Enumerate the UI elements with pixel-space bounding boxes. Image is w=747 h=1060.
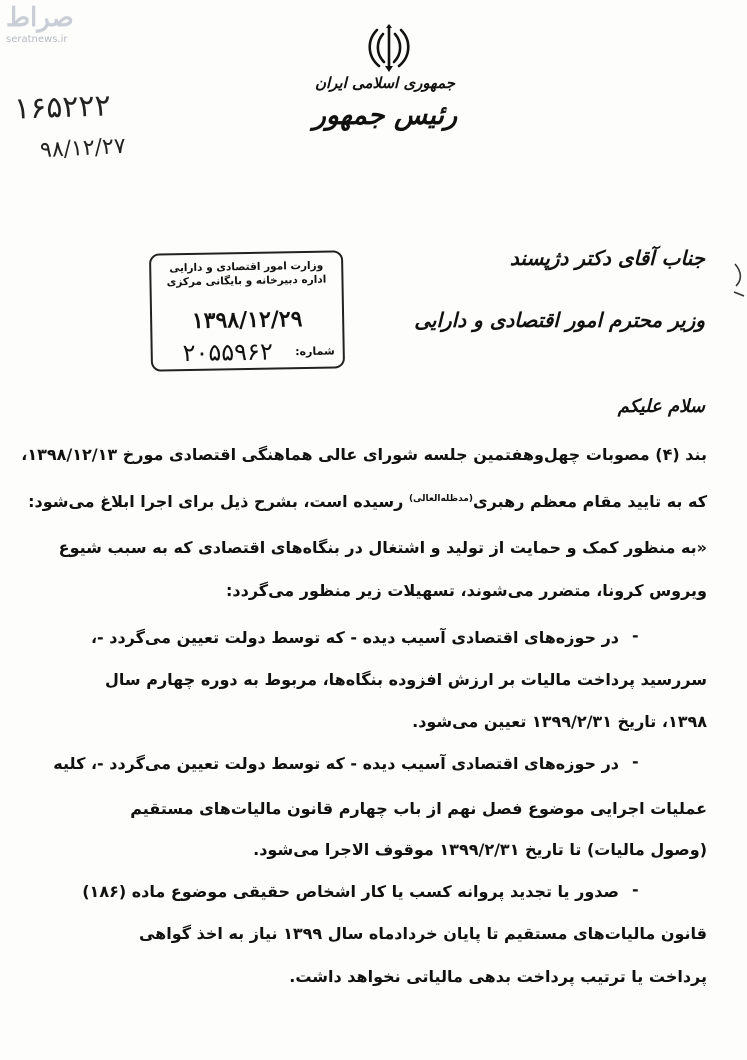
margin-mark-icon [732, 262, 746, 302]
handwritten-number: ۱۶۵۲۲۲ [13, 88, 112, 127]
header-republic: جمهوری اسلامی ایران [314, 74, 456, 92]
body-line-2 [28, 487, 707, 514]
bullet-3-line-3: پرداخت یا ترتیب پرداخت بدهی مالیاتی نخواهد داشت. [289, 967, 707, 986]
stamp-organization [157, 258, 335, 289]
bullet-2-line-1: در حوزه‌های اقتصادی آسیب دیده - که توسط دولت تعیین می‌گردد -، کلیه [53, 754, 619, 773]
stamp-date: ۱۳۹۸/۱۲/۲۹ [191, 306, 303, 334]
stamp-number: ۲۰۵۵۹۶۲ [182, 337, 274, 368]
body-line-4: ویروس کرونا، متضرر می‌شوند، تسهیلات زیر منظور می‌گردد: [226, 581, 707, 600]
header-president: رئیس جمهور [312, 100, 458, 131]
greeting: سلام علیکم [617, 396, 705, 417]
bullet-1-line-1: در حوزه‌های اقتصادی آسیب دیده - که توسط دولت تعیین می‌گردد -، [90, 628, 619, 647]
bullet-3-marker: - [632, 880, 639, 899]
stamp-org-line1: وزارت امور اقتصادی و دارایی [169, 259, 324, 275]
body-line-2b: رسیده است، بشرح ذیل برای اجرا ابلاغ می‌شود: [28, 492, 409, 511]
body-line-1: بند (۴) مصوبات چهل‌وهفتمین جلسه شورای عالی هماهنگی اقتصادی مورخ ۱۳۹۸/۱۲/۱۳، [21, 445, 707, 464]
bullet-2-line-2: عملیات اجرایی موضوع فصل نهم از باب چهارم قانون مالیات‌های مستقیم [130, 799, 707, 818]
honorific: (مدظله‌العالی) [408, 494, 473, 504]
bullet-2-marker: - [632, 752, 639, 771]
handwritten-date: ۹۸/۱۲/۲۷ [39, 133, 127, 164]
body-line-2a: که به تایید مقام معظم رهبری [472, 492, 707, 511]
site-watermark [6, 4, 116, 52]
iran-emblem-icon [363, 22, 415, 74]
bullet-3-line-2: قانون مالیات‌های مستقیم تا پایان خردادماه سال ۱۳۹۹ نیاز به اخذ گواهی [138, 924, 707, 943]
watermark-logo: صراط [6, 3, 74, 33]
bullet-2-line-3: (وصول مالیات) تا تاریخ ۱۳۹۹/۲/۳۱ موقوف الاجرا می‌شود. [253, 840, 707, 859]
recipient-title: جناب آقای دکتر دژپسند [509, 246, 705, 270]
bullet-1-marker: - [632, 626, 639, 645]
stamp-number-label: شماره: [295, 344, 335, 359]
bullet-1-line-3: ۱۳۹۸، تاریخ ۱۳۹۹/۲/۳۱ تعیین می‌شود. [412, 712, 707, 731]
recipient-role: وزیر محترم امور اقتصادی و دارایی [414, 308, 705, 332]
watermark-url: seratnews.ir [6, 34, 68, 45]
registration-stamp [149, 250, 345, 371]
bullet-3-line-1: صدور یا تجدید پروانه کسب یا کار اشخاص حقیقی موضوع ماده (۱۸۶) [82, 882, 619, 901]
body-line-3: «به منظور کمک و حمایت از تولید و اشتغال در بنگاه‌های اقتصادی که به سبب شیوع [58, 538, 707, 557]
stamp-org-line2: اداره دبیرخانه و بایگانی مرکزی [166, 273, 327, 289]
bullet-1-line-2: سررسید پرداخت مالیات بر ارزش افزوده بنگاه‌ها، مربوط به دوره چهارم سال [105, 670, 707, 689]
